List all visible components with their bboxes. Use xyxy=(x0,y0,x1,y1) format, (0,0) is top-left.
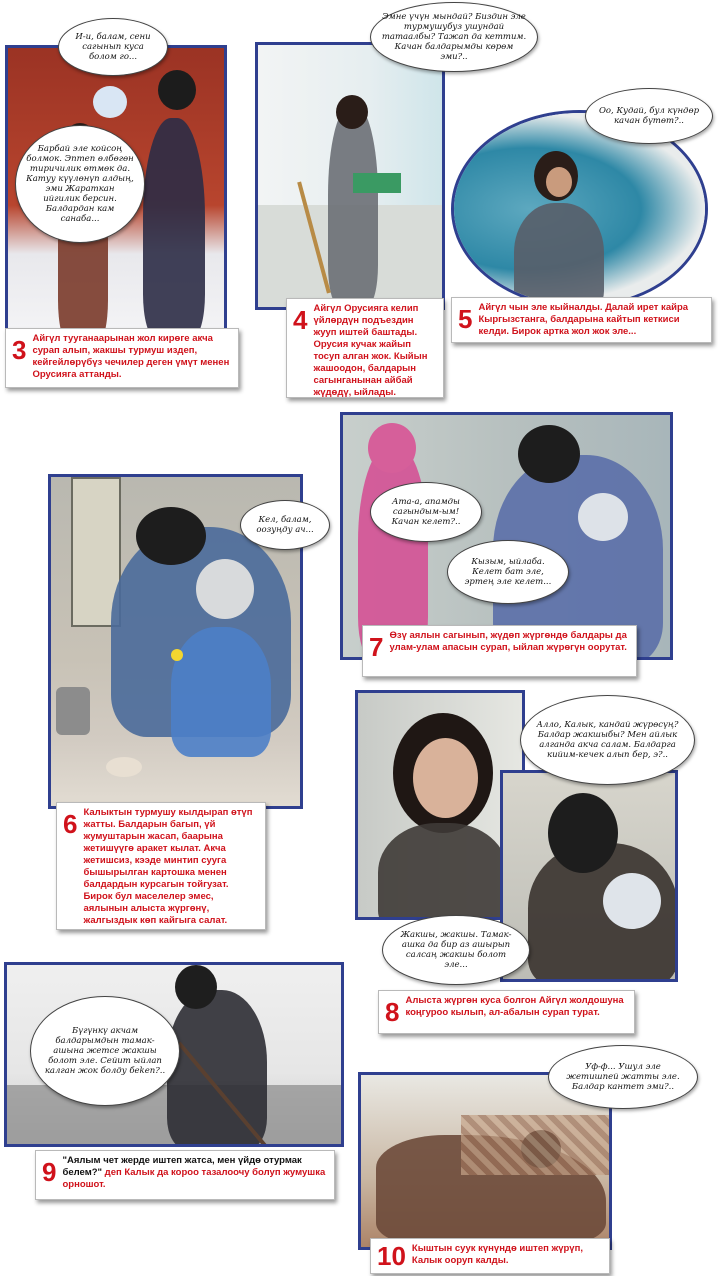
caption-panel-7 xyxy=(362,625,637,677)
caption-panel-10 xyxy=(370,1238,610,1274)
speech-bubble: И-и, балам, сени сагынып куса болом го... xyxy=(58,18,168,76)
caption-panel-9 xyxy=(35,1150,335,1200)
panel-number: 3 xyxy=(12,335,27,365)
panel-number: 4 xyxy=(293,305,308,335)
panel-number: 8 xyxy=(385,997,400,1027)
caption-text: Айгүл Орусияга келип үйлөрдүн подъездин жууп иштей баштады. Орусия кучак жайып тосуп алган жок. Кыйын жашоодон, балдарын сагынганынан айбай жүдөдү, ыйлады. xyxy=(313,303,428,398)
caption-text xyxy=(62,1151,334,1195)
panel-number: 7 xyxy=(369,632,384,662)
speech-bubble: Алло, Калык, кандай жүрөсүң? Балдар жакшыбы? Мен айлык алганда акча салам. Балдарга кийим-кечек алып бер, э?.. xyxy=(520,695,695,785)
caption-panel-3 xyxy=(5,328,239,388)
caption-text: Айгүл тууганаарынан жол кирөге акча сурап алып, жакшы турмуш издеп, кейгейлөрүбүз чечилер деген үмүт менен Орусияга аттанды. xyxy=(32,333,230,380)
panel-number: 6 xyxy=(63,809,78,839)
panel-number: 9 xyxy=(42,1157,57,1187)
caption-text: Калыктын турмушу кылдырап өтүп жатты. Балдарын багып, үй жумуштарын жасап, баарына жетишүүгө аракет кылат. Акча жетишсиз, кээде минтип сууга бышырылган картошка менен балдардын курсагын тойгузат. Бирок бул маселелер эмес, аялынын алыста жүргөнү, жалгыздык көп кайгыга салат. xyxy=(83,807,253,926)
speech-bubble: Кызым, ыйлаба. Келет бат эле, эртең эле келет... xyxy=(447,540,569,604)
speech-bubble: Бүгүнкү акчам балдарымдын тамак-ашына жетсе жакшы болот эле. Сейит ыйлап калган жок болду беken?.. xyxy=(30,996,180,1106)
speech-bubble: Кел, балам, оозуңду ач... xyxy=(240,500,330,550)
speech-bubble: Барбай эле койсоң болмок. Эптеп өлбөгөн тиричилик өтмөк да. Катуу күүлөнүп алдың, эми Жараткан ийгилик берсин. Балдардан кам санаба... xyxy=(15,125,145,243)
caption-quote: "Аялым чет жерде иштеп жатса, мен үйдө отурмак белем?" xyxy=(62,1155,302,1178)
panel-number: 5 xyxy=(458,304,473,334)
caption-text: Өзү аялын сагынып, жүдөп жүргөндө балдары да улам-улам апасын сурап, ыйлап жүрөгүн оорутат. xyxy=(389,630,627,653)
panel-number: 10 xyxy=(377,1241,406,1271)
caption-text: Алыста жүргөн куса болгон Айгүл жолдошуна коңгуроо кылып, ал-абалын сурап турат. xyxy=(405,995,624,1018)
caption-panel-5 xyxy=(451,297,712,343)
speech-bubble: Оо, Кудай, бул күндөр качан бүтөт?.. xyxy=(585,88,713,144)
speech-bubble: Уф-ф... Ушул эле жетишпей жатты эле. Балдар кантет эми?.. xyxy=(548,1045,698,1109)
speech-bubble: Жакшы, жакшы. Тамак-ашка да бир аз ашырып салсаң жакшы болот эле... xyxy=(382,915,530,985)
photo-panel-4 xyxy=(255,42,445,310)
caption-rest: деп Калык да короо тазалоочу болуп жумушка орношот. xyxy=(62,1167,326,1190)
caption-panel-6 xyxy=(56,802,266,930)
caption-panel-4 xyxy=(286,298,444,398)
speech-bubble: Эмне үчүн мындай? Биздин эле турмушубуз ушундай татаалбы? Тажап да кеттим. Качан балдарымды көрөм эми?.. xyxy=(370,2,538,72)
photo-panel-7 xyxy=(340,412,673,660)
caption-panel-8 xyxy=(378,990,635,1034)
speech-bubble: Ата-а, апамды сагындым-ым! Качан келет?.. xyxy=(370,482,482,542)
caption-text: Айгүл чын эле кыйналды. Далай ирет кайра Кыргызстанга, балдарына кайтып кеткиси келди. Бирок артка жол жок эле... xyxy=(478,302,689,337)
caption-text: Кыштын суук күнүндө иштеп жүрүп, Калык ооруп калды. xyxy=(411,1243,583,1266)
